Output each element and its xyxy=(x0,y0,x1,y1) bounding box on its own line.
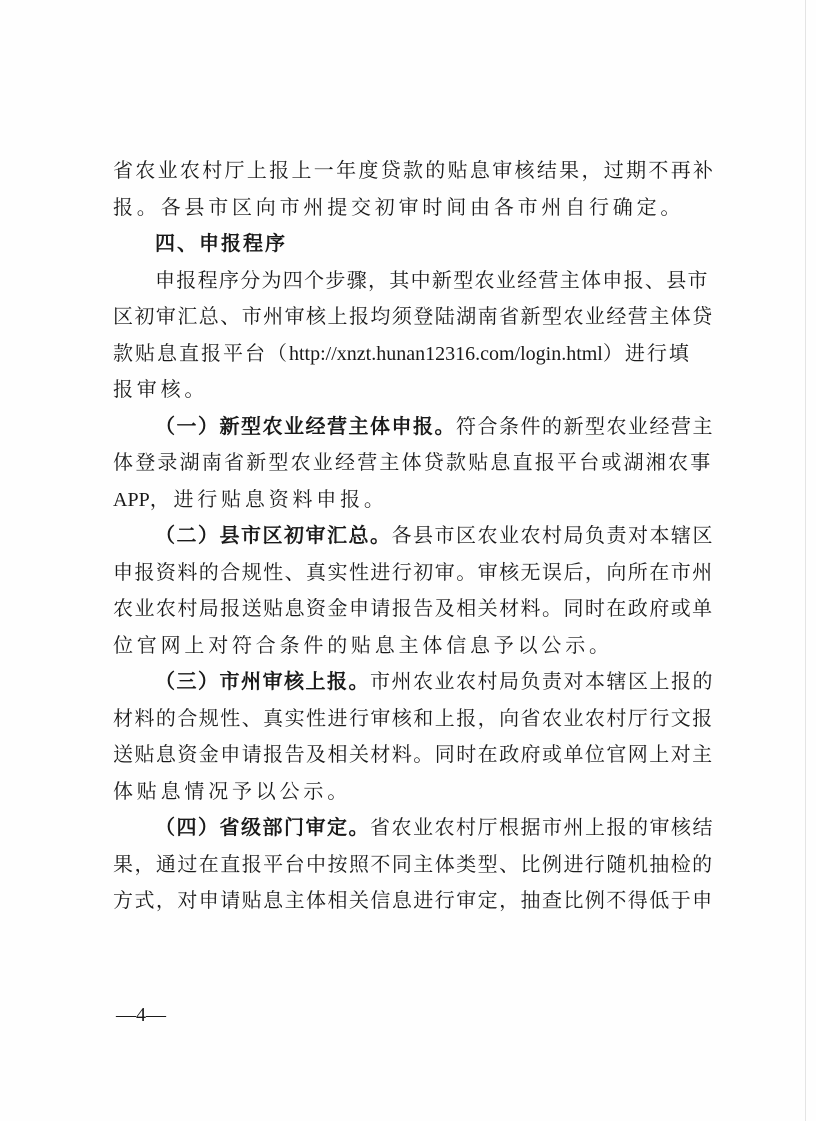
paragraph-line: 款贴息直报平台（http://xnzt.hunan12316.com/login.html）进行填 xyxy=(113,340,691,365)
paragraph-line: 果，通过在直报平台中按照不同主体类型、比例进行随机抽检的 xyxy=(113,851,714,876)
subsection-line: （二）县市区初审汇总。各县市区农业农村局负责对本辖区 xyxy=(155,523,714,547)
scan-edge-line xyxy=(805,0,806,1121)
paragraph-line: 体贴息情况予以公示。 xyxy=(113,778,351,803)
paragraph-line: 区初审汇总、市州审核上报均须登陆湖南省新型农业经营主体贷 xyxy=(113,304,714,328)
paragraph-line: 农业农村局报送贴息资金申请报告及相关材料。同时在政府或单 xyxy=(113,596,714,620)
paragraph-line: 体登录湖南省新型农业经营主体贷款贴息直报平台或湖湘农事 xyxy=(113,450,713,474)
subsection-title-4: （四）省级部门审定。 xyxy=(155,815,370,839)
paragraph-line: 申报程序分为四个步骤，其中新型农业经营主体申报、县市 xyxy=(155,267,709,292)
paragraph-line: 位官网上对符合条件的贴息主体信息予以公示。 xyxy=(113,632,613,657)
paragraph-line: 方式，对申请贴息主体相关信息进行审定，抽查比例不得低于申 xyxy=(113,888,714,912)
paragraph-line: 报审核。 xyxy=(113,377,209,401)
platform-url[interactable]: http://xnzt.hunan12316.com/login.html xyxy=(289,342,603,365)
paragraph-line: APP，进行贴息资料申报。 xyxy=(113,486,388,511)
subsection-title-3: （三）市州审核上报。 xyxy=(155,669,370,693)
paragraph-line: 省农业农村厅上报上一年度贷款的贴息审核结果，过期不再补 xyxy=(113,158,713,182)
subsection-line: （一）新型农业经营主体申报。符合条件的新型农业经营主 xyxy=(155,413,714,438)
page-number: —4— xyxy=(116,1004,166,1026)
paragraph-line: 申报资料的合规性、真实性进行初审。审核无误后，向所在市州 xyxy=(113,559,714,584)
subsection-title-2: （二）县市区初审汇总。 xyxy=(155,523,392,547)
paragraph-line: 材料的合规性、真实性进行审核和上报，向省农业农村厅行文报 xyxy=(113,705,714,730)
subsection-line: （三）市州审核上报。市州农业农村局负责对本辖区上报的 xyxy=(155,669,714,693)
body-text xyxy=(113,152,713,919)
section-heading: 四、申报程序 xyxy=(155,231,287,255)
subsection-line: （四）省级部门审定。省农业农村厅根据市州上报的审核结 xyxy=(155,815,714,839)
subsection-title-1: （一）新型农业经营主体申报。 xyxy=(155,413,456,438)
paragraph-line: 报。各县市区向市州提交初审时间由各市州自行确定。 xyxy=(113,194,685,219)
paragraph-line: 送贴息资金申请报告及相关材料。同时在政府或单位官网上对主 xyxy=(113,742,714,766)
